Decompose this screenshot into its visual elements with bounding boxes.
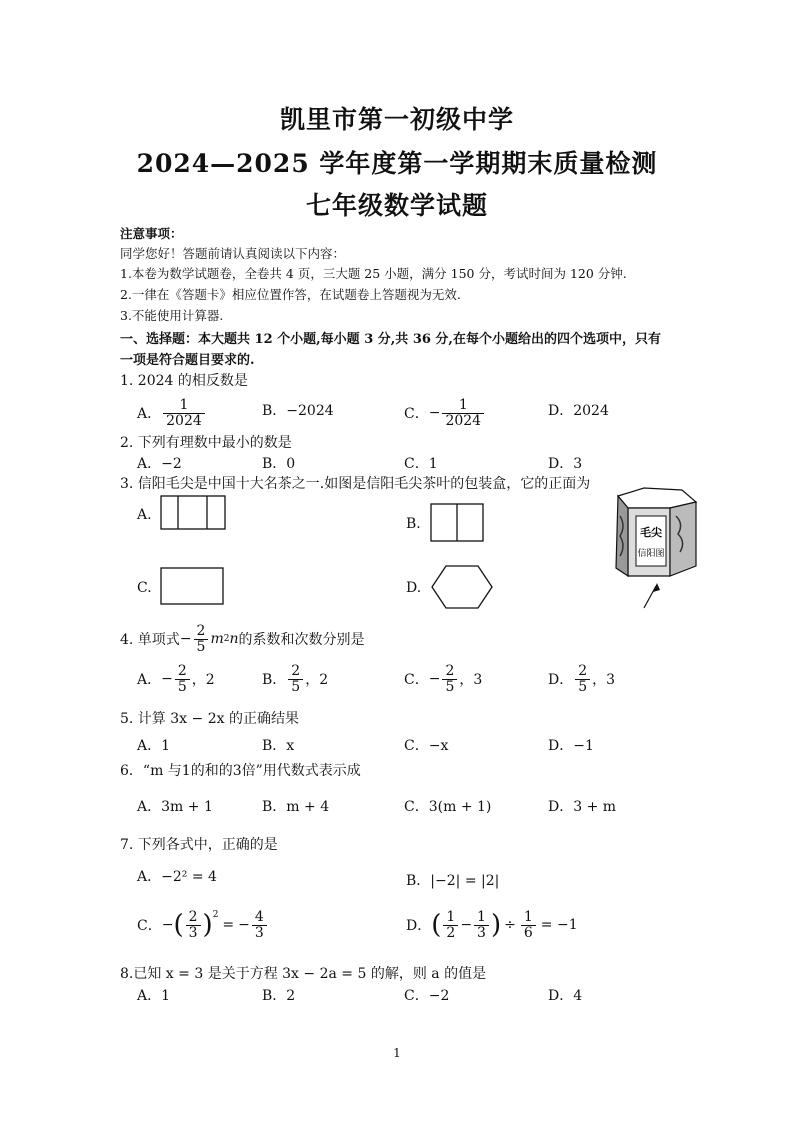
q4-d-fraction [575,664,590,694]
q7-d-d2: 3 [474,925,489,941]
q7-a-label: A． [137,869,162,885]
q7-c-equals: = [222,917,235,934]
q1-c-den: 2024 [442,413,484,429]
q6-b-label: B． [262,799,287,815]
q4-c-label: C． [404,672,429,689]
q6-b-value: m + 4 [286,799,330,815]
q1-c-num: 1 [458,397,468,413]
q7-stem: 7. 下列各式中，正确的是 [120,837,278,853]
q7-d-frac2 [474,910,489,940]
q1-a-num: 1 [179,397,189,413]
q4-c-neg: − [428,671,441,688]
q7-c-rden: 3 [252,925,267,941]
term-title: 2024—2025 学年度第一学期期末质量检测 [136,149,658,178]
section-heading-line2: 一项是符合题目要求的. [120,353,255,368]
q4-a-neg: − [161,671,173,688]
notes-heading: 注意事项： [120,226,183,241]
q7-c-rneg: − [238,917,250,934]
q1-c-neg: − [428,405,441,422]
q6-d-label: D． [548,799,574,815]
q7-c-fraction [186,910,201,940]
q4-b-den: 5 [288,679,303,695]
q4-c-fraction [442,664,457,694]
q3-option-a-figure [160,495,228,531]
q6-option-c [404,796,491,816]
q4-b-label: B． [262,672,287,689]
q7-option-a [137,866,217,886]
arrow-head [653,583,660,592]
q1-a-label: A． [137,406,162,423]
page-number: 1 [393,1046,401,1060]
q4-d-den: 5 [575,679,590,695]
tea-box-text-xinyang: 信阳图 [637,549,665,559]
q7-d-n1: 1 [446,909,456,925]
q1-option-b [262,400,334,420]
q1-a-fraction [163,398,205,428]
q6-a-label: A． [137,799,162,815]
q7-c-result [252,910,267,940]
q1-c-label: C． [404,406,429,423]
q6-stem: 6．“m 与1的和的3倍”用代数式表示成 [120,763,361,779]
q4-b-fraction [288,664,303,694]
q7-c-exp: 2 [212,910,219,920]
q1-a-den: 2024 [163,413,205,429]
q4-exp: 2 [223,634,230,645]
q4-m: m [210,631,224,648]
q7-d-frac1 [443,910,458,940]
q2-option-d: D．3 [548,456,583,472]
q1-c-fraction [442,398,484,428]
q3-c-label: C. [137,580,152,596]
q7-d-n2: 1 [477,909,486,925]
q6-option-b [262,796,329,816]
q7-d-rparen: ) [490,910,502,941]
notes-line-3: 3.不能使用计算器. [120,308,224,323]
q1-d-label: D． [548,403,574,419]
q6-option-d [548,796,616,816]
q7-c-den: 3 [186,925,201,941]
q3-option-d-hexagon [430,564,494,610]
q7-c-rnum: 4 [254,909,264,925]
q8-option-d: D．4 [548,988,583,1004]
q3-option-b-figure [430,503,486,543]
q6-a-value: 3m + 1 [161,799,213,815]
q2-option-c: C．1 [404,456,438,472]
q4-num: 2 [196,623,206,639]
q4-neg: − [179,631,192,648]
notes-line-1: 1.本卷为数学试题卷，全卷共 4 页，三大题 25 小题，满分 150 分，考试时间为 120 分钟. [120,266,627,281]
q7-d-frac3 [521,910,536,940]
q4-stem [120,624,365,654]
q4-d-label: D． [548,672,574,689]
q4-den: 5 [194,639,209,655]
q2-option-a: A．−2 [137,456,182,472]
q7-b-value: |−2| = |2| [430,873,500,889]
q1-option-a [137,398,207,428]
q4-option-a [137,664,215,694]
q4-option-b [262,664,328,694]
q4-a-den: 5 [175,679,190,695]
q4-b-degree: ，2 [305,672,329,689]
q5-option-c: C．−x [404,738,449,754]
q7-c-num: 2 [188,909,198,925]
q4-c-degree: ，3 [459,672,483,689]
q1-d-value: 2024 [573,403,609,419]
q7-option-b [406,870,499,890]
q3-option-c-figure [160,567,226,607]
q3-a-label: A. [137,507,152,523]
q7-c-label: C． [137,918,162,935]
q4-pre: 4. 单项式 [120,632,180,649]
q8-option-c: C．−2 [404,988,450,1004]
q4-post: 的系数和次数分别是 [238,632,365,649]
q2-stem: 2. 下列有理数中最小的数是 [120,435,292,451]
q5-option-d: D．−1 [548,738,594,754]
q1-option-d [548,400,609,420]
q4-n: n [229,631,239,648]
subject-title: 七年级数学试题 [305,191,488,220]
tea-box-text-maojian: 毛尖 [640,526,662,539]
q8-option-a: A．1 [137,988,171,1004]
q7-d-minus: − [460,917,473,934]
q4-fraction [194,624,209,654]
notes-line-2: 2.一律在《答题卡》相应位置作答，在试题卷上答题视为无效. [120,287,461,302]
q3-b-label: B. [406,516,421,532]
q7-d-divide: ÷ [504,917,516,934]
q7-d-n3: 1 [523,909,533,925]
q7-option-d [406,910,578,940]
q4-a-label: A． [137,672,162,689]
q7-c-lparen: ( [173,910,184,941]
q3-d-label: D. [406,580,422,596]
q6-option-a [137,796,213,816]
q4-c-den: 5 [442,679,457,695]
q4-c-num: 2 [445,663,455,679]
q5-option-b: B．x [262,738,295,754]
section-heading-line1: 一、选择题：本大题共 12 个小题,每小题 3 分,共 36 分,在每个小题给出的四个选项中，只有 [120,332,661,347]
q7-b-label: B． [406,873,431,889]
q6-c-value: 3(m + 1) [428,799,492,815]
q4-option-c [404,664,482,694]
q4-option-d [548,664,615,694]
q7-d-d3: 6 [521,925,536,941]
q4-a-fraction [175,664,190,694]
q8-option-b: B．2 [262,988,296,1004]
q7-d-label: D． [406,918,432,935]
q5-stem: 5. 计算 3x − 2x 的正确结果 [120,711,299,727]
q6-c-label: C． [404,799,429,815]
q1-b-value: −2024 [286,403,334,419]
q7-d-d1: 2 [443,925,458,941]
q4-d-num: 2 [578,663,588,679]
q6-d-value: 3 + m [573,799,617,815]
q1-stem: 1. 2024 的相反数是 [120,373,248,389]
q4-d-degree: ，3 [592,672,616,689]
q8-stem: 8.已知 x = 3 是关于方程 3x − 2a = 5 的解，则 a 的值是 [120,966,487,982]
q2-option-b: B．0 [262,456,296,472]
q7-c-rparen: ) [202,910,213,941]
tea-box-illustration [604,486,700,612]
q7-c-neg: − [161,917,174,934]
q7-option-c [137,910,269,940]
q3-stem: 3. 信阳毛尖是中国十大名茶之一.如图是信阳毛尖茶叶的包装盒，它的正面为 [120,476,591,492]
q4-a-degree: ，2 [191,672,215,689]
school-title: 凯里市第一初级中学 [279,105,514,134]
q4-a-num: 2 [177,663,187,679]
q7-d-lparen: ( [431,910,442,941]
q7-a-value: −2² = 4 [161,869,217,885]
q1-option-c [404,398,486,428]
q5-option-a: A．1 [137,738,171,754]
q7-d-result: = −1 [540,917,578,934]
q1-b-label: B． [262,403,287,419]
q4-b-num: 2 [291,663,301,679]
notes-line-0: 同学您好！答题前请认真阅读以下内容： [120,246,346,261]
